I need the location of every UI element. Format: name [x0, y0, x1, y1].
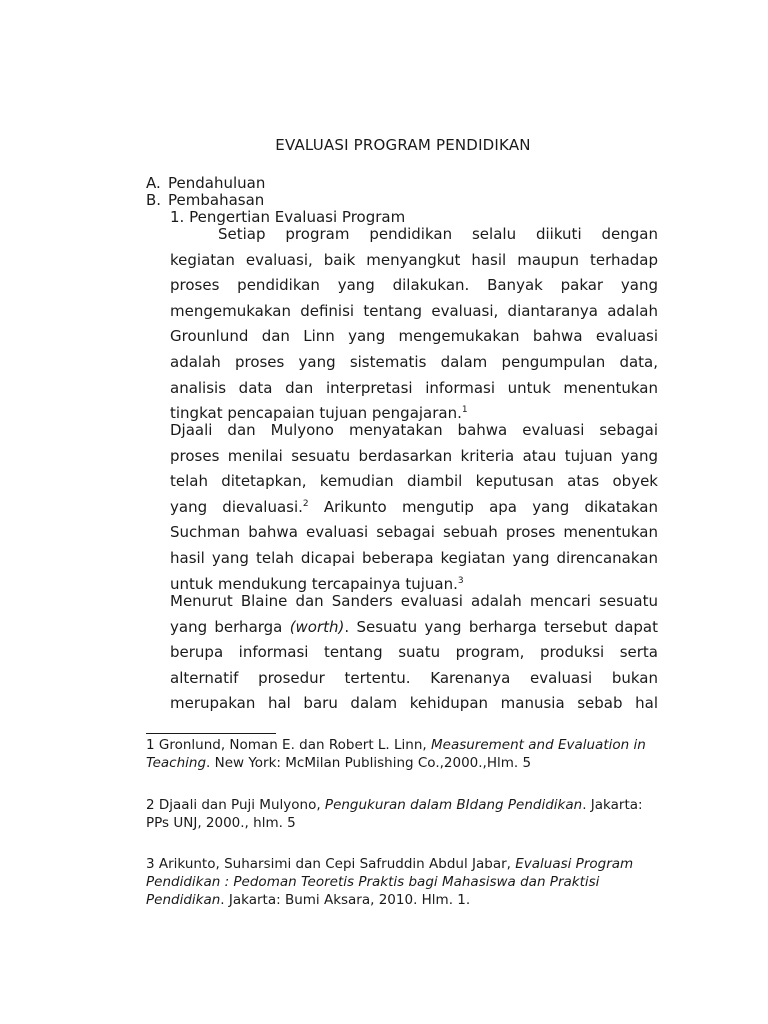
paragraph-line: merupakan hal baru dalam kehidupan manusia sebab hal: [170, 694, 658, 713]
paragraph-line: proses menilai sesuatu berdasarkan kriteria atau tujuan yang: [170, 446, 658, 465]
footnote-text: . New York: McMilan Publishing Co.,2000.,Hlm. 5: [206, 755, 532, 771]
paragraph-line: hasil yang telah dicapai beberapa kegiatan yang direncanakan: [170, 548, 658, 567]
footnote-2: [146, 796, 666, 832]
line-text: untuk mendukung tercapainya tujuan.: [170, 574, 458, 593]
italic-term: (worth): [289, 617, 345, 636]
line-text: Arikunto mengutip apa yang dikatakan: [308, 497, 658, 516]
footnote-title: Evaluasi Program Pendidikan : Pedoman Teoretis Praktis bagi Mahasiswa dan Praktisi Pendidikan: [146, 856, 634, 908]
footnote-1: [146, 736, 666, 772]
footnote-ref: 2: [302, 498, 309, 509]
footnote-text: . Jakarta: PPs UNJ, 2000., hlm. 5: [146, 797, 643, 831]
document-title: EVALUASI PROGRAM PENDIDIKAN: [275, 136, 531, 154]
section-text: Pembahasan: [168, 191, 265, 209]
paragraph-line: Setiap program pendidikan selalu diikuti dengan: [218, 225, 658, 243]
paragraph-line: telah ditetapkan, kemudian diambil keputusan atas obyek: [170, 472, 658, 491]
section-heading-a: [146, 175, 265, 192]
paragraph-line: Suchman bahwa evaluasi sebagai sebuah proses menentukan: [170, 523, 658, 542]
footnote-text: 1 Gronlund, Noman E. dan Robert L. Linn,: [146, 737, 431, 753]
section-heading-b: [146, 192, 264, 209]
paragraph-line: kegiatan evaluasi, baik menyangkut hasil maupun terhadap: [170, 250, 658, 269]
paragraph-line: berupa informasi tentang suatu program, produksi serta: [170, 643, 658, 662]
paragraph-line: mengemukakan definisi tentang evaluasi, diantaranya adalah: [170, 301, 658, 320]
footnote-ref: 3: [457, 575, 464, 586]
footnote-title: Pengukuran dalam BIdang Pendidikan: [324, 797, 583, 813]
footnote-3: [146, 855, 666, 909]
footnote-text: . Jakarta: Bumi Aksara, 2010. Hlm. 1.: [220, 892, 471, 908]
subsection-heading: 1. Pengertian Evaluasi Program: [170, 208, 406, 226]
section-label: A.: [146, 174, 161, 192]
paragraph-line: analisis data dan interpretasi informasi untuk menentukan: [170, 378, 658, 397]
line-text: . Sesuatu yang berharga tersebut dapat: [344, 617, 658, 636]
paragraph-line: [170, 495, 658, 521]
paragraph-line: Djaali dan Mulyono menyatakan bahwa evaluasi sebagai: [170, 421, 658, 439]
footnote-text: 3 Arikunto, Suharsimi dan Cepi Safruddin Abdul Jabar,: [146, 856, 516, 872]
footnote-title: Measurement and Evaluation in Teaching: [146, 737, 646, 771]
paragraph-line: Menurut Blaine dan Sanders evaluasi adalah mencari sesuatu: [170, 592, 658, 610]
paragraph-line: adalah proses yang sistematis dalam pengumpulan data,: [170, 352, 658, 371]
section-text: Pendahuluan: [168, 174, 266, 192]
paragraph-line: [170, 615, 658, 641]
paragraph-1: [170, 222, 658, 427]
line-text: yang berharga: [170, 617, 290, 636]
paragraph-line: alternatif prosedur tertentu. Karenanya evaluasi bukan: [170, 668, 658, 687]
section-label: B.: [146, 191, 162, 209]
paragraph-line: proses pendidikan yang dilakukan. Banyak pakar yang: [170, 276, 658, 295]
footnote-ref: 1: [461, 405, 468, 416]
paragraph-line: Grounlund dan Linn yang mengemukakan bahwa evaluasi: [170, 327, 658, 346]
line-text: yang dievaluasi.: [170, 497, 303, 516]
footnote-separator: [146, 733, 276, 734]
footnote-text: 2 Djaali dan Puji Mulyono,: [146, 797, 325, 813]
paragraph-3: [170, 589, 658, 717]
paragraph-2: [170, 418, 658, 597]
line-text: tingkat pencapaian tujuan pengajaran.: [170, 404, 462, 423]
